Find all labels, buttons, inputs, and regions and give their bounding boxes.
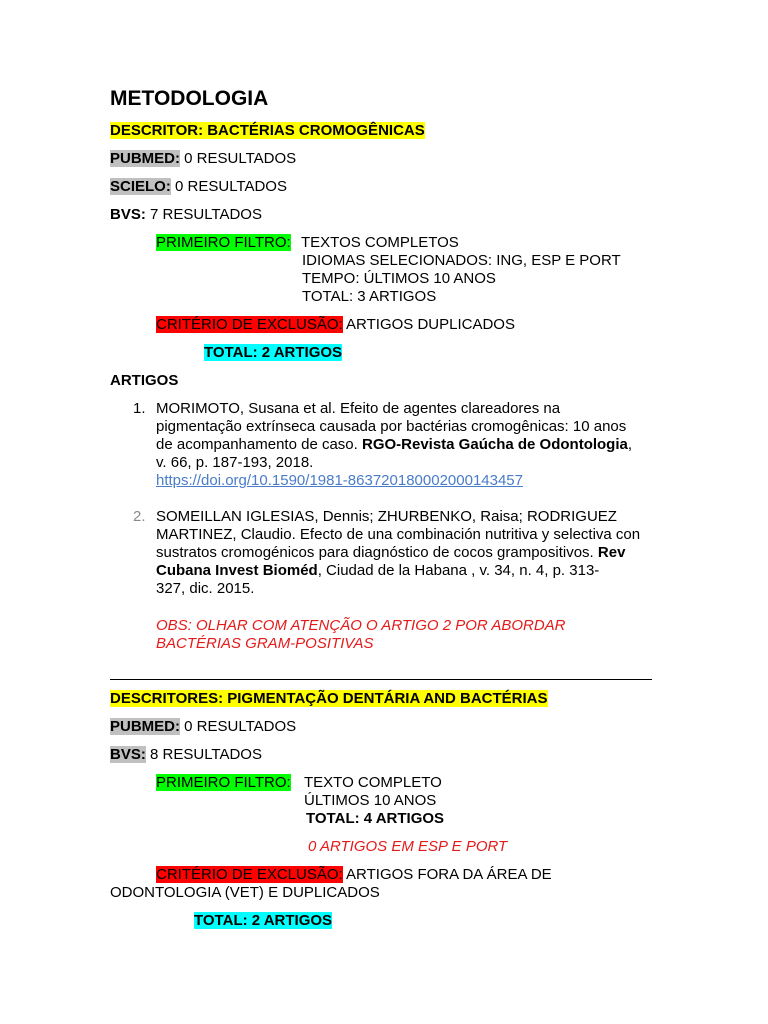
reference-line xyxy=(156,436,632,454)
first-filter-line: ÚLTIMOS 10 ANOS xyxy=(304,792,437,809)
reference-line: SOMEILLAN IGLESIAS, Dennis; ZHURBENKO, Raisa; RODRIGUEZ xyxy=(156,508,617,525)
pubmed-label: PUBMED: xyxy=(110,718,180,735)
reference-text: , Ciudad de la Habana , v. 34, n. 4, p. 313- xyxy=(317,562,600,579)
language-note: 0 ARTIGOS EM ESP E PORT xyxy=(308,838,508,855)
observation-note: BACTÉRIAS GRAM-POSITIVAS xyxy=(156,635,374,652)
reference-line: MARTINEZ, Claudio. Efecto de una combinación nutritiva y selectiva con xyxy=(156,526,641,543)
descriptor-label: DESCRITOR: BACTÉRIAS CROMOGÊNICAS xyxy=(110,122,425,139)
bvs-label: BVS: xyxy=(110,746,146,763)
pubmed-result xyxy=(110,150,296,167)
doi-link[interactable]: https://doi.org/10.1590/1981-863720180002000143457 xyxy=(156,472,523,489)
total-articles xyxy=(194,912,332,929)
first-filter-total: TOTAL: 4 ARTIGOS xyxy=(306,810,445,827)
pubmed-value: 0 RESULTADOS xyxy=(180,150,297,167)
exclusion-criterion xyxy=(156,866,552,883)
exclusion-value-continued: ODONTOLOGIA (VET) E DUPLICADOS xyxy=(110,884,380,901)
first-filter-line: TEMPO: ÚLTIMOS 10 ANOS xyxy=(302,270,496,287)
reference-line xyxy=(156,562,599,580)
descriptor-label: DESCRITORES: PIGMENTAÇÃO DENTÁRIA AND BACTÉRIAS xyxy=(110,690,548,707)
exclusion-value: ARTIGOS FORA DA ÁREA DE xyxy=(342,866,552,883)
observation-note: OBS: OLHAR COM ATENÇÃO O ARTIGO 2 POR ABORDAR xyxy=(156,617,566,634)
bvs-value: 7 RESULTADOS xyxy=(145,206,262,223)
first-filter-label-wrap xyxy=(156,234,291,251)
pubmed-result xyxy=(110,718,296,735)
total-label: TOTAL: 2 ARTIGOS xyxy=(204,344,343,361)
first-filter-label-wrap xyxy=(156,774,291,791)
first-filter-line: TEXTO COMPLETO xyxy=(304,774,442,791)
reference-number: 1. xyxy=(133,400,146,417)
first-filter-label: PRIMEIRO FILTRO: xyxy=(156,234,291,251)
journal-name: RGO-Revista Gaúcha de Odontologia xyxy=(361,436,628,453)
descriptor-heading xyxy=(110,690,548,707)
reference-line: 327, dic. 2015. xyxy=(156,580,255,597)
first-filter-label: PRIMEIRO FILTRO: xyxy=(156,774,291,791)
pubmed-value: 0 RESULTADOS xyxy=(180,718,297,735)
first-filter-line: IDIOMAS SELECIONADOS: ING, ESP E PORT xyxy=(302,252,621,269)
exclusion-value: ARTIGOS DUPLICADOS xyxy=(342,316,515,333)
descriptor-heading xyxy=(110,122,425,139)
first-filter-line: TEXTOS COMPLETOS xyxy=(301,234,459,251)
reference-text: , xyxy=(627,436,633,453)
total-label: TOTAL: 2 ARTIGOS xyxy=(194,912,333,929)
articles-heading: ARTIGOS xyxy=(110,372,179,389)
pubmed-label: PUBMED: xyxy=(110,150,180,167)
bvs-label: BVS: xyxy=(110,206,146,223)
bvs-result xyxy=(110,746,262,763)
scielo-value: 0 RESULTADOS xyxy=(170,178,287,195)
bvs-value: 8 RESULTADOS xyxy=(145,746,262,763)
page-title: METODOLOGIA xyxy=(110,87,269,110)
scielo-label: SCIELO: xyxy=(110,178,171,195)
reference-line: MORIMOTO, Susana et al. Efeito de agentes clareadores na xyxy=(156,400,561,417)
section-divider xyxy=(110,679,652,680)
exclusion-label: CRITÉRIO DE EXCLUSÃO: xyxy=(156,316,343,333)
first-filter-line: TOTAL: 3 ARTIGOS xyxy=(302,288,437,305)
total-articles xyxy=(204,344,342,361)
journal-name: Rev xyxy=(597,544,626,561)
exclusion-criterion xyxy=(156,316,515,333)
reference-line xyxy=(156,544,625,562)
reference-text: de acompanhamento de caso. xyxy=(156,436,362,453)
exclusion-label: CRITÉRIO DE EXCLUSÃO: xyxy=(156,866,343,883)
reference-line: v. 66, p. 187-193, 2018. xyxy=(156,454,314,471)
reference-text: sustratos cromogénicos para diagnóstico de cocos grampositivos. xyxy=(156,544,598,561)
reference-number: 2. xyxy=(133,508,146,525)
scielo-result xyxy=(110,178,287,195)
reference-line: pigmentação extrínseca causada por bactérias cromogênicas: 10 anos xyxy=(156,418,627,435)
bvs-result xyxy=(110,206,262,223)
journal-name: Cubana Invest Bioméd xyxy=(156,562,318,579)
